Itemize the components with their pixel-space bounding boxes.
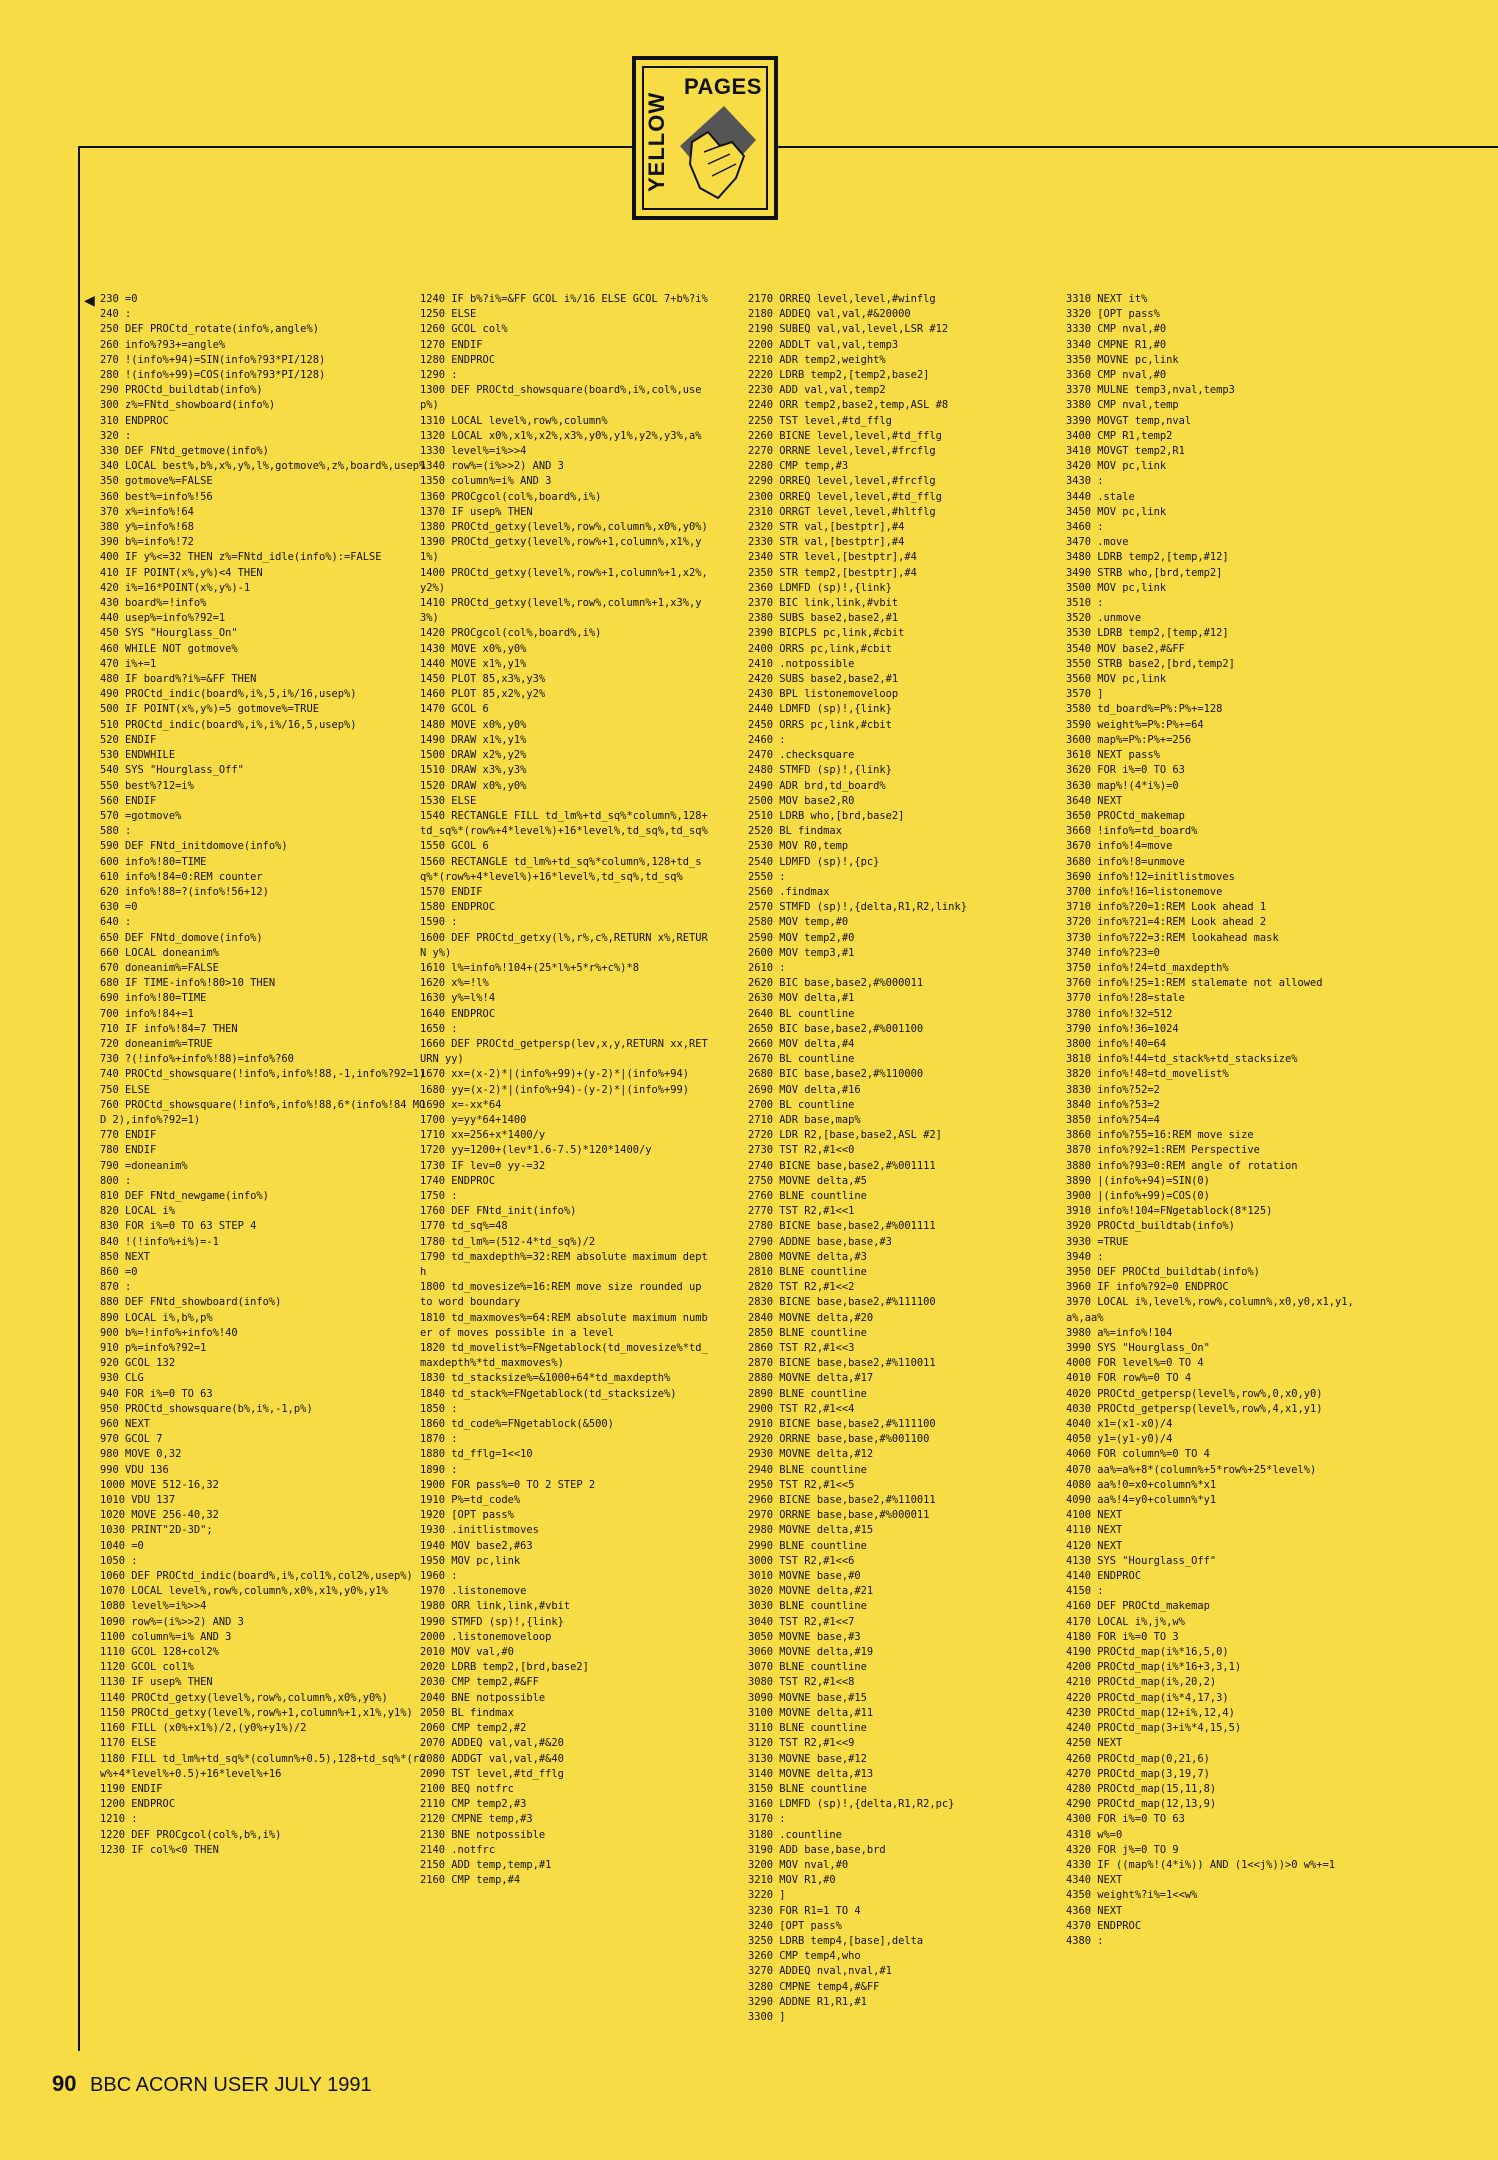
- listing-column-3: 2170 ORREQ level,level,#winflg 2180 ADDEQ val,val,#&20000 2190 SUBEQ val,val,level,LSR #12 2200 ADDLT val,val,temp3 2210 ADR temp2,weight% 2220 LDRB temp2,[temp2,base2] 2230 ADD val,val,temp2 2240 ORR temp2,base2,temp,ASL #8 2250 TST level,#td_fflg 2260 BICNE level,level,#td_fflg 2270 ORRNE level,level,#frcflg 2280 CMP temp,#3 2290 ORREQ level,level,#frcflg 2300 ORREQ level,level,#td_fflg 2310 ORRGT level,level,#hltflg 2320 STR val,[bestptr],#4 2330 STR val,[bestptr],#4 2340 STR level,[bestptr],#4 2350 STR temp2,[bestptr],#4 2360 LDMFD (sp)!,{link} 2370 BIC link,link,#vbit 2380 SUBS base2,base2,#1 2390 BICPLS pc,link,#cbit 2400 ORRS pc,link,#cbit 2410 .notpossible 2420 SUBS base2,base2,#1 2430 BPL listonemoveloop 2440 LDMFD (sp)!,{link} 2450 ORRS pc,link,#cbit 2460 : 2470 .checksquare 2480 STMFD (sp)!,{link} 2490 ADR brd,td_board% 2500 MOV base2,R0 2510 LDRB who,[brd,base2] 2520 BL findmax 2530 MOV R0,temp 2540 LDMFD (sp)!,{pc} 2550 : 2560 .findmax 2570 STMFD (sp)!,{delta,R1,R2,link} 2580 MOV temp,#0 2590 MOV temp2,#0 2600 MOV temp3,#1 2610 : 2620 BIC base,base2,#%000011 2630 MOV delta,#1 2640 BL countline 2650 BIC base,base2,#%001100 2660 MOV delta,#4 2670 BL countline 2680 BIC base,base2,#%110000 2690 MOV delta,#16 2700 BL countline 2710 ADR base,map% 2720 LDR R2,[base,base2,ASL #2] 2730 TST R2,#1<<0 2740 BICNE base,base2,#%001111 2750 MOVNE delta,#5 2760 BLNE countline 2770 TST R2,#1<<1 2780 BICNE base,base2,#%001111 2790 ADDNE base,base,#3 2800 MOVNE delta,#3 2810 BLNE countline 2820 TST R2,#1<<2 2830 BICNE base,base2,#%111100 2840 MOVNE delta,#20 2850 BLNE countline 2860 TST R2,#1<<3 2870 BICNE base,base2,#%110011 2880 MOVNE delta,#17 2890 BLNE countline 2900 TST R2,#1<<4 2910 BICNE base,base2,#%111100 2920 ORRNE base,base,#%001100 2930 MOVNE delta,#12 2940 BLNE countline 2950 TST R2,#1<<5 2960 BICNE base,base2,#%110011 2970 ORRNE base,base,#%000011 2980 MOVNE delta,#15 2990 BLNE countline 3000 TST R2,#1<<6 3010 MOVNE base,#0 3020 MOVNE delta,#21 3030 BLNE countline 3040 TST R2,#1<<7 3050 MOVNE base,#3 3060 MOVNE delta,#19 3070 BLNE countline 3080 TST R2,#1<<8 3090 MOVNE base,#15 3100 MOVNE delta,#11 3110 BLNE countline 3120 TST R2,#1<<9 3130 MOVNE base,#12 3140 MOVNE delta,#13 3150 BLNE countline 3160 LDMFD (sp)!,{delta,R1,R2,pc} 3170 : 3180 .countline 3190 ADD base,base,brd 3200 MOV nval,#0 3210 MOV R1,#0 3220 ] 3230 FOR R1=1 TO 4 3240 [OPT pass% 3250 LDRB temp4,[base],delta 3260 CMP temp4,who 3270 ADDEQ nval,nval,#1 3280 CMPNE temp4,#&FF 3290 ADDNE R1,R1,#1 3300 ]: [748, 293, 967, 2023]
- logo-pages-text: PAGES: [684, 74, 762, 99]
- hand-icon: [674, 102, 760, 204]
- left-margin-rule: [78, 146, 80, 2051]
- continuation-arrow-icon: ◀: [84, 292, 95, 308]
- publication-line: BBC ACORN USER JULY 1991: [90, 2074, 372, 2096]
- logo-yellow-text: YELLOW: [644, 91, 669, 192]
- page-number: 90: [52, 2071, 77, 2096]
- listing-column-2: 1240 IF b%?i%=&FF GCOL i%/16 ELSE GCOL 7+b%?i% 1250 ELSE 1260 GCOL col% 1270 ENDIF 1280 ENDPROC 1290 : 1300 DEF PROCtd_showsquare(board%,i%,col%,usep%) 1310 LOCAL level%,row%,column% 1320 LOCAL x0%,x1%,x2%,x3%,y0%,y1%,y2%,y3%,a% 1330 level%=i%>>4 1340 row%=(i%>>2) AND 3 1350 column%=i% AND 3 1360 PROCgcol(col%,board%,i%) 1370 IF usep% THEN 1380 PROCtd_getxy(level%,row%,column%,x0%,y0%) 1390 PROCtd_getxy(level%,row%+1,column%,x1%,y1%) 1400 PROCtd_getxy(level%,row%+1,column%+1,x2%,y2%) 1410 PROCtd_getxy(level%,row%,column%+1,x3%,y3%) 1420 PROCgcol(col%,board%,i%) 1430 MOVE x0%,y0% 1440 MOVE x1%,y1% 1450 PLOT 85,x3%,y3% 1460 PLOT 85,x2%,y2% 1470 GCOL 6 1480 MOVE x0%,y0% 1490 DRAW x1%,y1% 1500 DRAW x2%,y2% 1510 DRAW x3%,y3% 1520 DRAW x0%,y0% 1530 ELSE 1540 RECTANGLE FILL td_lm%+td_sq%*column%,128+td_sq%*(row%+4*level%)+16*level%,td_sq%,td_sq% 1550 GCOL 6 1560 RECTANGLE td_lm%+td_sq%*column%,128+td_sq%*(row%+4*level%)+16*level%,td_sq%,td_sq% 1570 ENDIF 1580 ENDPROC 1590 : 1600 DEF PROCtd_getxy(l%,r%,c%,RETURN x%,RETURN y%) 1610 l%=info%!104+(25*l%+5*r%+c%)*8 1620 x%=!l% 1630 y%=l%!4 1640 ENDPROC 1650 : 1660 DEF PROCtd_getpersp(lev,x,y,RETURN xx,RETURN yy) 1670 xx=(x-2)*|(info%+99)+(y-2)*|(info%+94) 1680 yy=(x-2)*|(info%+94)-(y-2)*|(info%+99) 1690 x=-xx*64 1700 y=yy*64+1400 1710 xx=256+x*1400/y 1720 yy=1200+(lev*1.6-7.5)*120*1400/y 1730 IF lev=0 yy-=32 1740 ENDPROC 1750 : 1760 DEF FNtd_init(info%) 1770 td_sq%=48 1780 td_lm%=(512-4*td_sq%)/2 1790 td_maxdepth%=32:REM absolute maximum depth 1800 td_movesize%=16:REM move size rounded up to word boundary 1810 td_maxmoves%=64:REM absolute maximum number of moves possible in a level 1820 td_movelist%=FNgetablock(td_movesize%*td_maxdepth%*td_maxmoves%) 1830 td_stacksize%=&1000+64*td_maxdepth% 1840 td_stack%=FNgetablock(td_stacksize%) 1850 : 1860 td_code%=FNgetablock(&500) 1870 : 1880 td_fflg=1<<10 1890 : 1900 FOR pass%=0 TO 2 STEP 2 1910 P%=td_code% 1920 [OPT pass% 1930 .initlistmoves 1940 MOV base2,#63 1950 MOV pc,link 1960 : 1970 .listonemove 1980 ORR link,link,#vbit 1990 STMFD (sp)!,{link} 2000 .listonemoveloop 2010 MOV val,#0 2020 LDRB temp2,[brd,base2] 2030 CMP temp2,#&FF 2040 BNE notpossible 2050 BL findmax 2060 CMP temp2,#2 2070 ADDEQ val,val,#&20 2080 ADDGT val,val,#&40 2090 TST level,#td_fflg 2100 BEQ notfrc 2110 CMP temp2,#3 2120 CMPNE temp,#3 2130 BNE notpossible 2140 .notfrc 2150 ADD temp,temp,#1 2160 CMP temp,#4: [420, 293, 708, 1887]
- listing-column-4: 3310 NEXT it% 3320 [OPT pass% 3330 CMP nval,#0 3340 CMPNE R1,#0 3350 MOVNE pc,link 3360 CMP nval,#0 3370 MULNE temp3,nval,temp3 3380 CMP nval,temp 3390 MOVGT temp,nval 3400 CMP R1,temp2 3410 MOVGT temp2,R1 3420 MOV pc,link 3430 : 3440 .stale 3450 MOV pc,link 3460 : 3470 .move 3480 LDRB temp2,[temp,#12] 3490 STRB who,[brd,temp2] 3500 MOV pc,link 3510 : 3520 .unmove 3530 LDRB temp2,[temp,#12] 3540 MOV base2,#&FF 3550 STRB base2,[brd,temp2] 3560 MOV pc,link 3570 ] 3580 td_board%=P%:P%+=128 3590 weight%=P%:P%+=64 3600 map%=P%:P%+=256 3610 NEXT pass% 3620 FOR i%=0 TO 63 3630 map%!(4*i%)=0 3640 NEXT 3650 PROCtd_makemap 3660 !info%=td_board% 3670 info%!4=move 3680 info%!8=unmove 3690 info%!12=initlistmoves 3700 info%!16=listonemove 3710 info%?20=1:REM Look ahead 1 3720 info%?21=4:REM Look ahead 2 3730 info%?22=3:REM lookahead mask 3740 info%?23=0 3750 info%!24=td_maxdepth% 3760 info%!25=1:REM stalemate not allowed 3770 info%!28=stale 3780 info%!32=512 3790 info%!36=1024 3800 info%!40=64 3810 info%!44=td_stack%+td_stacksize% 3820 info%!48=td_movelist% 3830 info%?52=2 3840 info%?53=2 3850 info%?54=4 3860 info%?55=16:REM move size 3870 info%?92=1:REM Perspective 3880 info%?93=0:REM angle of rotation 3890 |(info%+94)=SIN(0) 3900 |(info%+99)=COS(0) 3910 info%!104=FNgetablock(8*125) 3920 PROCtd_buildtab(info%) 3930 =TRUE 3940 : 3950 DEF PROCtd_buildtab(info%) 3960 IF info%?92=0 ENDPROC 3970 LOCAL i%,level%,row%,column%,x0,y0,x1,y1,a%,aa% 3980 a%=info%!104 3990 SYS "Hourglass_On" 4000 FOR level%=0 TO 4 4010 FOR row%=0 TO 4 4020 PROCtd_getpersp(level%,row%,0,x0,y0) 4030 PROCtd_getpersp(level%,row%,4,x1,y1) 4040 x1=(x1-x0)/4 4050 y1=(y1-y0)/4 4060 FOR column%=0 TO 4 4070 aa%=a%+8*(column%+5*row%+25*level%) 4080 aa%!0=x0+column%*x1 4090 aa%!4=y0+column%*y1 4100 NEXT 4110 NEXT 4120 NEXT 4130 SYS "Hourglass_Off" 4140 ENDPROC 4150 : 4160 DEF PROCtd_makemap 4170 LOCAL i%,j%,w% 4180 FOR i%=0 TO 3 4190 PROCtd_map(i%*16,5,0) 4200 PROCtd_map(i%*16+3,3,1) 4210 PROCtd_map(i%,20,2) 4220 PROCtd_map(i%*4,17,3) 4230 PROCtd_map(12+i%,12,4) 4240 PROCtd_map(3+i%*4,15,5) 4250 NEXT 4260 PROCtd_map(0,21,6) 4270 PROCtd_map(3,19,7) 4280 PROCtd_map(15,11,8) 4290 PROCtd_map(12,13,9) 4300 FOR i%=0 TO 63 4310 w%=0 4320 FOR j%=0 TO 9 4330 IF ((map%!(4*i%)) AND (1<<j%))>0 w%+=1 4340 NEXT 4350 weight%?i%=1<<w% 4360 NEXT 4370 ENDPROC 4380 :: [1066, 293, 1354, 1947]
- header-rule: [78, 146, 1498, 148]
- listing-column-1: 230 =0 240 : 250 DEF PROCtd_rotate(info%,angle%) 260 info%?93+=angle% 270 !(info%+94)=SIN(info%?93*PI/128) 280 !(info%+99)=COS(info%?93*PI/128) 290 PROCtd_buildtab(info%) 300 z%=FNtd_showboard(info%) 310 ENDPROC 320 : 330 DEF FNtd_getmove(info%) 340 LOCAL best%,b%,x%,y%,l%,gotmove%,z%,board%,usep% 350 gotmove%=FALSE 360 best%=info%!56 370 x%=info%!64 380 y%=info%!68 390 b%=info%!72 400 IF y%<=32 THEN z%=FNtd_idle(info%):=FALSE 410 IF POINT(x%,y%)<4 THEN 420 i%=16*POINT(x%,y%)-1 430 board%=!info% 440 usep%=info%?92=1 450 SYS "Hourglass_On" 460 WHILE NOT gotmove% 470 i%+=1 480 IF board%?i%=&FF THEN 490 PROCtd_indic(board%,i%,5,i%/16,usep%) 500 IF POINT(x%,y%)=5 gotmove%=TRUE 510 PROCtd_indic(board%,i%,i%/16,5,usep%) 520 ENDIF 530 ENDWHILE 540 SYS "Hourglass_Off" 550 best%?12=i% 560 ENDIF 570 =gotmove% 580 : 590 DEF FNtd_initdomove(info%) 600 info%!80=TIME 610 info%!84=0:REM counter 620 info%!88=?(info%!56+12) 630 =0 640 : 650 DEF FNtd_domove(info%) 660 LOCAL doneanim% 670 doneanim%=FALSE 680 IF TIME-info%!80>10 THEN 690 info%!80=TIME 700 info%!84+=1 710 IF info%!84=7 THEN 720 doneanim%=TRUE 730 ?(!info%+info%!88)=info%?60 740 PROCtd_showsquare(!info%,info%!88,-1,info%?92=1) 750 ELSE 760 PROCtd_showsquare(!info%,info%!88,6*(info%!84 MOD 2),info%?92=1) 770 ENDIF 780 ENDIF 790 =doneanim% 800 : 810 DEF FNtd_newgame(info%) 820 LOCAL i% 830 FOR i%=0 TO 63 STEP 4 840 !(!info%+i%)=-1 850 NEXT 860 =0 870 : 880 DEF FNtd_showboard(info%) 890 LOCAL i%,b%,p% 900 b%=!info%+info%!40 910 p%=info%?92=1 920 GCOL 132 930 CLG 940 FOR i%=0 TO 63 950 PROCtd_showsquare(b%,i%,-1,p%) 960 NEXT 970 GCOL 7 980 MOVE 0,32 990 VDU 136 1000 MOVE 512-16,32 1010 VDU 137 1020 MOVE 256-40,32 1030 PRINT"2D-3D"; 1040 =0 1050 : 1060 DEF PROCtd_indic(board%,i%,col1%,col2%,usep%) 1070 LOCAL level%,row%,column%,x0%,x1%,y0%,y1% 1080 level%=i%>>4 1090 row%=(i%>>2) AND 3 1100 column%=i% AND 3 1110 GCOL 128+col2% 1120 GCOL col1% 1130 IF usep% THEN 1140 PROCtd_getxy(level%,row%,column%,x0%,y0%) 1150 PROCtd_getxy(level%,row%+1,column%+1,x1%,y1%) 1160 FILL (x0%+x1%)/2,(y0%+y1%)/2 1170 ELSE 1180 FILL td_lm%+td_sq%*(column%+0.5),128+td_sq%*(row%+4*level%+0.5)+16*level%+16 1190 ENDIF 1200 ENDPROC 1210 : 1220 DEF PROCgcol(col%,b%,i%) 1230 IF col%<0 THEN: [100, 293, 426, 1856]
- page-footer: [52, 2071, 372, 2097]
- yellow-pages-logo: [632, 56, 778, 220]
